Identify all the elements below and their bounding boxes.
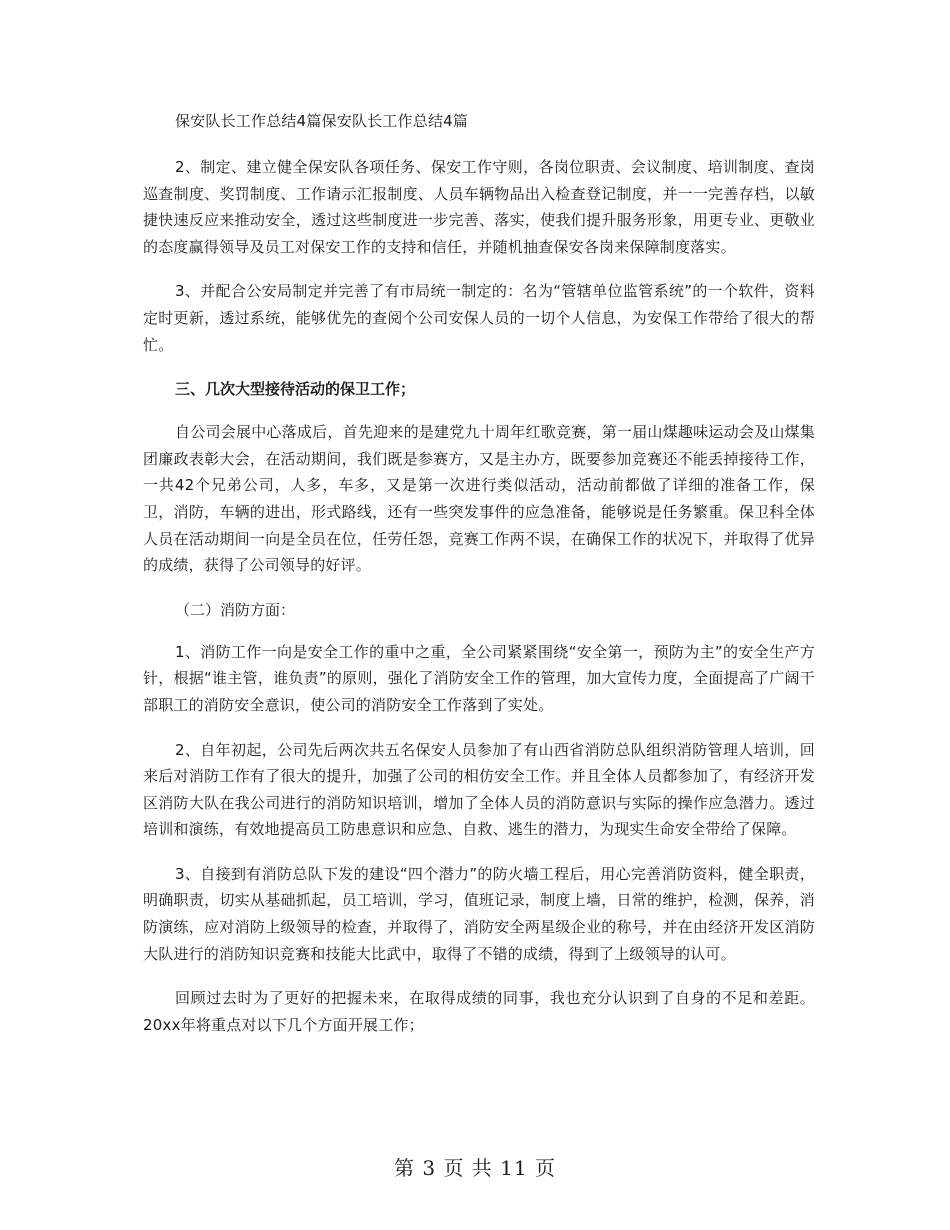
paragraph-monitoring-system: 3、并配合公安局制定并完善了有市局统一制定的：名为“管辖单位监管系统”的一个软件，资料定时更新，透过系统，能够优先的查阅个公司安保人员的一切个人信息，为安保工作带给了很大的帮忙。 [143,282,815,354]
section-heading-reception: 三、几次大型接待活动的保卫工作； [175,380,416,399]
paragraph-fire-1: 1、消防工作一向是安全工作的重中之重，全公司紧紧围绕“安全第一，预防为主”的安全生产方针，根据“谁主管，谁负责”的原则，强化了消防安全工作的管理，加大宣传力度，全面提高了广阔干部职工的消防安全意识，使公司的消防安全工作落到了实处。 [143,642,815,714]
paragraph-review: 回顾过去时为了更好的把握未来，在取得成绩的同事，我也充分认识到了自身的不足和差距。20xx年将重点对以下几个方面开展工作； [143,989,815,1034]
document-body [143,108,815,1056]
paragraph-regulations: 2、制定、建立健全保安队各项任务、保安工作守则，各岗位职责、会议制度、培训制度、查岗巡查制度、奖罚制度、工作请示汇报制度、人员车辆物品出入检查登记制度，并一一完善存档，以敏捷快速反应来推动安全，透过这些制度进一步完善、落实，使我们提升服务形象，用更专业、更敬业的态度赢得领导及员工对保安工作的支持和信任，并随机抽查保安各岗来保障制度落实。 [143,158,815,256]
document-title: 保安队长工作总结4篇保安队长工作总结4篇 [175,112,469,130]
paragraph-events: 自公司会展中心落成后，首先迎来的是建党九十周年红歌竞赛，第一届山煤趣味运动会及山煤集团廉政表彰大会，在活动期间，我们既是参赛方，又是主办方，既要参加竞赛还不能丢掉接待工作，一共42个兄弟公司，人多，车多，又是第一次进行类似活动，活动前都做了详细的准备工作，保卫，消防，车辆的进出，形式路线，还有一些突发事件的应急准备，能够说是任务繁重。保卫科全体人员在活动期间一向是全员在位，任劳任怨，竞赛工作两不误，在确保工作的状况下，并取得了优异的成绩，获得了公司领导的好评。 [143,423,815,575]
paragraph-fire-2: 2、自年初起，公司先后两次共五名保安人员参加了有山西省消防总队组织消防管理人培训，回来后对消防工作有了很大的提升，加强了公司的相仿安全工作。并且全体人员都参加了，有经济开发区消防大队在我公司进行的消防知识培训，增加了全体人员的消防意识与实际的操作应急潜力。透过培训和演练，有效地提高员工防患意识和应急、自救、逃生的潜力，为现实生命安全带给了保障。 [143,740,815,839]
paragraph-fire-3: 3、自接到有消防总队下发的建设“四个潜力”的防火墙工程后，用心完善消防资料，健全职责，明确职责，切实从基础抓起，员工培训，学习，值班记录，制度上墙，日常的维护，检测，保养，消防演练，应对消防上级领导的检查，并取得了，消防安全两星级企业的称号，并在由经济开发区消防大队进行的消防知识竞赛和技能大比武中，取得了不错的成绩，得到了上级领导的认可。 [143,864,815,963]
subheading-fire-protection: （二）消防方面： [175,600,296,619]
page-number-footer: 第 3 页 共 11 页 [394,1156,556,1180]
